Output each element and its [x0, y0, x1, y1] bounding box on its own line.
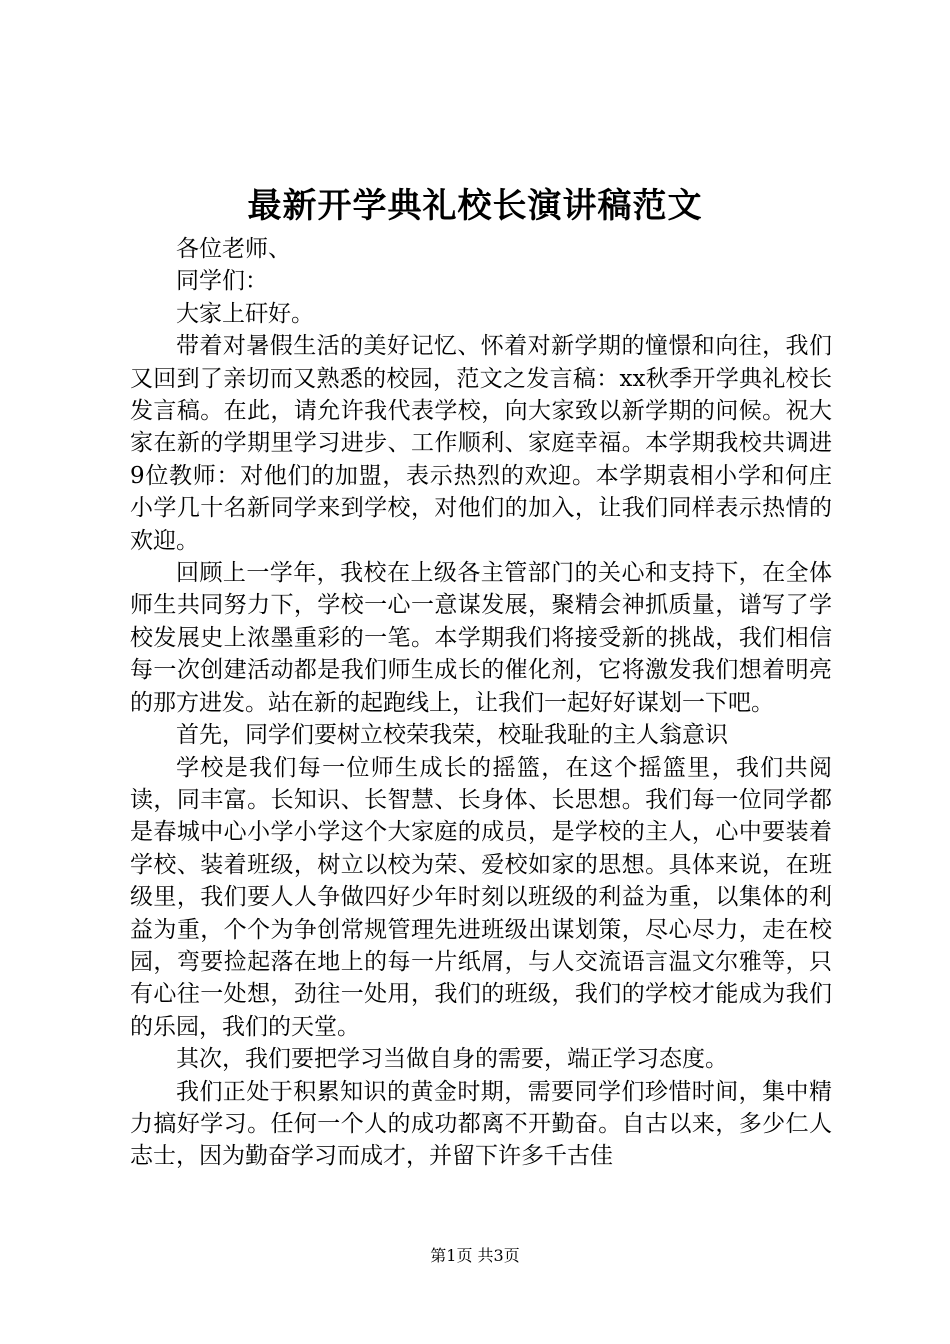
page-footer: 第1页 共3页 — [430, 1246, 520, 1265]
paragraph-study-time: 我们正处于积累知识的黄金时期，需要同学们珍惜时间，集中精力搞好学习。任何一个人的成功都离不开勤奋。自古以来，多少仁人志士，因为勤奋学习而成才，并留下许多千古佳 — [130, 1078, 832, 1170]
paragraph-school-cradle: 学校是我们每一位师生成长的摇篮，在这个摇篮里，我们共阅读，同丰富。长知识、长智慧、长身体、长思想。我们每一位同学都是春城中心小学小学这个大家庭的成员，是学校的主人，心中要装着学校、装着班级，树立以校为荣、爱校如家的思想。具体来说，在班级里，我们要人人争做四好少年时刻以班级的利益为重，以集体的利益为重，个个为争创常规管理先进班级出谋划策，尽心尽力，走在校园，弯要捡起落在地上的每一片纸屑，与人交流语言温文尔雅等，只有心往一处想，劲往一处用，我们的班级，我们的学校才能成为我们的乐园，我们的天堂。 — [130, 754, 832, 1040]
paragraph-greeting-teachers: 各位老师、 — [176, 236, 291, 262]
paragraph-review: 回顾上一学年，我校在上级各主管部门的关心和支持下，在全体师生共同努力下，学校一心一意谋发展，聚精会神抓质量，谱写了学校发展史上浓墨重彩的一笔。本学期我们将接受新的挑战，我们相信每一次创建活动都是我们师生成长的催化剂，它将激发我们想着明亮的那方进发。站在新的起跑线上，让我们一起好好谋划一下吧。 — [130, 560, 832, 716]
document-body — [130, 233, 832, 1173]
document-title: 最新开学典礼校长演讲稿范文 — [247, 186, 703, 226]
paragraph-first-point: 首先，同学们要树立校荣我荣，校耻我耻的主人翁意识 — [176, 722, 728, 749]
paragraph-greeting-students: 同学们： — [176, 268, 268, 295]
paragraph-second-point: 其次，我们要把学习当做自身的需要，端正学习态度。 — [176, 1046, 728, 1073]
paragraph-welcome: 带着对暑假生活的美好记忆、怀着对新学期的憧憬和向往，我们又回到了亲切而又熟悉的校园，范文之发言稿：xx秋季开学典礼校长发言稿。在此，请允许我代表学校，向大家致以新学期的问候。祝大家在新的学期里学习进步、工作顺利、家庭幸福。本学期我校共调进9位教师：对他们的加盟，表示热烈的欢迎。本学期袁相小学和何庄小学几十名新同学来到学校，对他们的加入，让我们同样表示热情的欢迎。 — [130, 333, 832, 554]
paragraph-greeting-all: 大家上矸好。 — [176, 300, 314, 327]
